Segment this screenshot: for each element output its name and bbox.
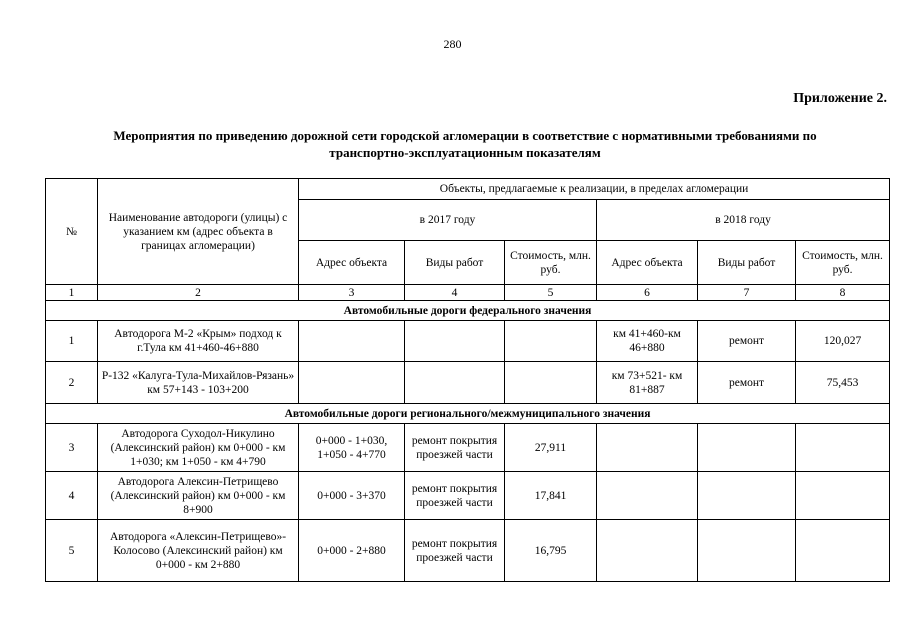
address-2017: 0+000 - 1+030, 1+050 - 4+770	[299, 424, 405, 472]
header-address-2018: Адрес объекта	[597, 241, 698, 285]
table-row	[46, 424, 890, 472]
road-works-table	[45, 178, 890, 582]
works-2018	[698, 520, 796, 582]
header-objects: Объекты, предлагаемые к реализации, в пределах агломерации	[299, 179, 890, 200]
column-number: 2	[98, 285, 299, 301]
road-name: Автодорога М-2 «Крым» подход к г.Тула км 41+460-46+880	[98, 321, 299, 362]
page-number: 280	[443, 37, 462, 51]
column-number: 7	[698, 285, 796, 301]
works-2018: ремонт	[698, 321, 796, 362]
address-2017: 0+000 - 2+880	[299, 520, 405, 582]
header-cost-2017: Стоимость, млн. руб.	[505, 241, 597, 285]
column-number: 6	[597, 285, 698, 301]
works-2018	[698, 424, 796, 472]
header-road-name: Наименование автодороги (улицы) с указанием км (адрес объекта в границах агломерации)	[98, 179, 299, 285]
works-2017	[405, 321, 505, 362]
address-2017: 0+000 - 3+370	[299, 472, 405, 520]
header-cost-2018: Стоимость, млн. руб.	[796, 241, 890, 285]
cost-2018	[796, 472, 890, 520]
header-works-2018: Виды работ	[698, 241, 796, 285]
works-2017: ремонт покрытия проезжей части	[405, 424, 505, 472]
address-2018: км 41+460-км 46+880	[597, 321, 698, 362]
cost-2017: 27,911	[505, 424, 597, 472]
works-2018	[698, 472, 796, 520]
cost-2018: 120,027	[796, 321, 890, 362]
address-2017	[299, 362, 405, 404]
row-number: 4	[46, 472, 98, 520]
table-row	[46, 362, 890, 404]
column-number: 8	[796, 285, 890, 301]
title-line-1: Мероприятия по приведению дорожной сети городской агломерации в соответствие с нормативными требованиями по	[113, 128, 817, 143]
section-title-federal: Автомобильные дороги федерального значения	[46, 301, 890, 321]
cost-2017	[505, 362, 597, 404]
column-number: 3	[299, 285, 405, 301]
row-number: 5	[46, 520, 98, 582]
column-number: 1	[46, 285, 98, 301]
cost-2018	[796, 424, 890, 472]
header-address-2017: Адрес объекта	[299, 241, 405, 285]
row-number: 3	[46, 424, 98, 472]
works-2017: ремонт покрытия проезжей части	[405, 520, 505, 582]
appendix-label: Приложение 2.	[793, 91, 887, 106]
column-number: 5	[505, 285, 597, 301]
road-name: Р-132 «Калуга-Тула-Михайлов-Рязань» км 57+143 - 103+200	[98, 362, 299, 404]
address-2018	[597, 424, 698, 472]
road-name: Автодорога «Алексин-Петрищево»-Колосово (Алексинский район) км 0+000 - км 2+880	[98, 520, 299, 582]
cost-2017	[505, 321, 597, 362]
cost-2018: 75,453	[796, 362, 890, 404]
title-line-2: транспортно-эксплуатационным показателям	[329, 145, 601, 160]
address-2018	[597, 520, 698, 582]
header-works-2017: Виды работ	[405, 241, 505, 285]
cost-2018	[796, 520, 890, 582]
header-year-2017: в 2017 году	[299, 200, 597, 241]
row-number: 2	[46, 362, 98, 404]
address-2018	[597, 472, 698, 520]
table-row	[46, 321, 890, 362]
cost-2017: 17,841	[505, 472, 597, 520]
table-row	[46, 520, 890, 582]
works-2017: ремонт покрытия проезжей части	[405, 472, 505, 520]
works-2018: ремонт	[698, 362, 796, 404]
address-2018: км 73+521- км 81+887	[597, 362, 698, 404]
document-title	[40, 127, 890, 161]
section-title-regional: Автомобильные дороги регионального/межмуниципального значения	[46, 404, 890, 424]
header-year-2018: в 2018 году	[597, 200, 890, 241]
cost-2017: 16,795	[505, 520, 597, 582]
works-2017	[405, 362, 505, 404]
road-name: Автодорога Алексин-Петрищево (Алексинский район) км 0+000 - км 8+900	[98, 472, 299, 520]
road-name: Автодорога Суходол-Никулино (Алексинский район) км 0+000 - км 1+030; км 1+050 - км 4+790	[98, 424, 299, 472]
address-2017	[299, 321, 405, 362]
header-num: №	[46, 179, 98, 285]
table-row	[46, 472, 890, 520]
column-number: 4	[405, 285, 505, 301]
row-number: 1	[46, 321, 98, 362]
